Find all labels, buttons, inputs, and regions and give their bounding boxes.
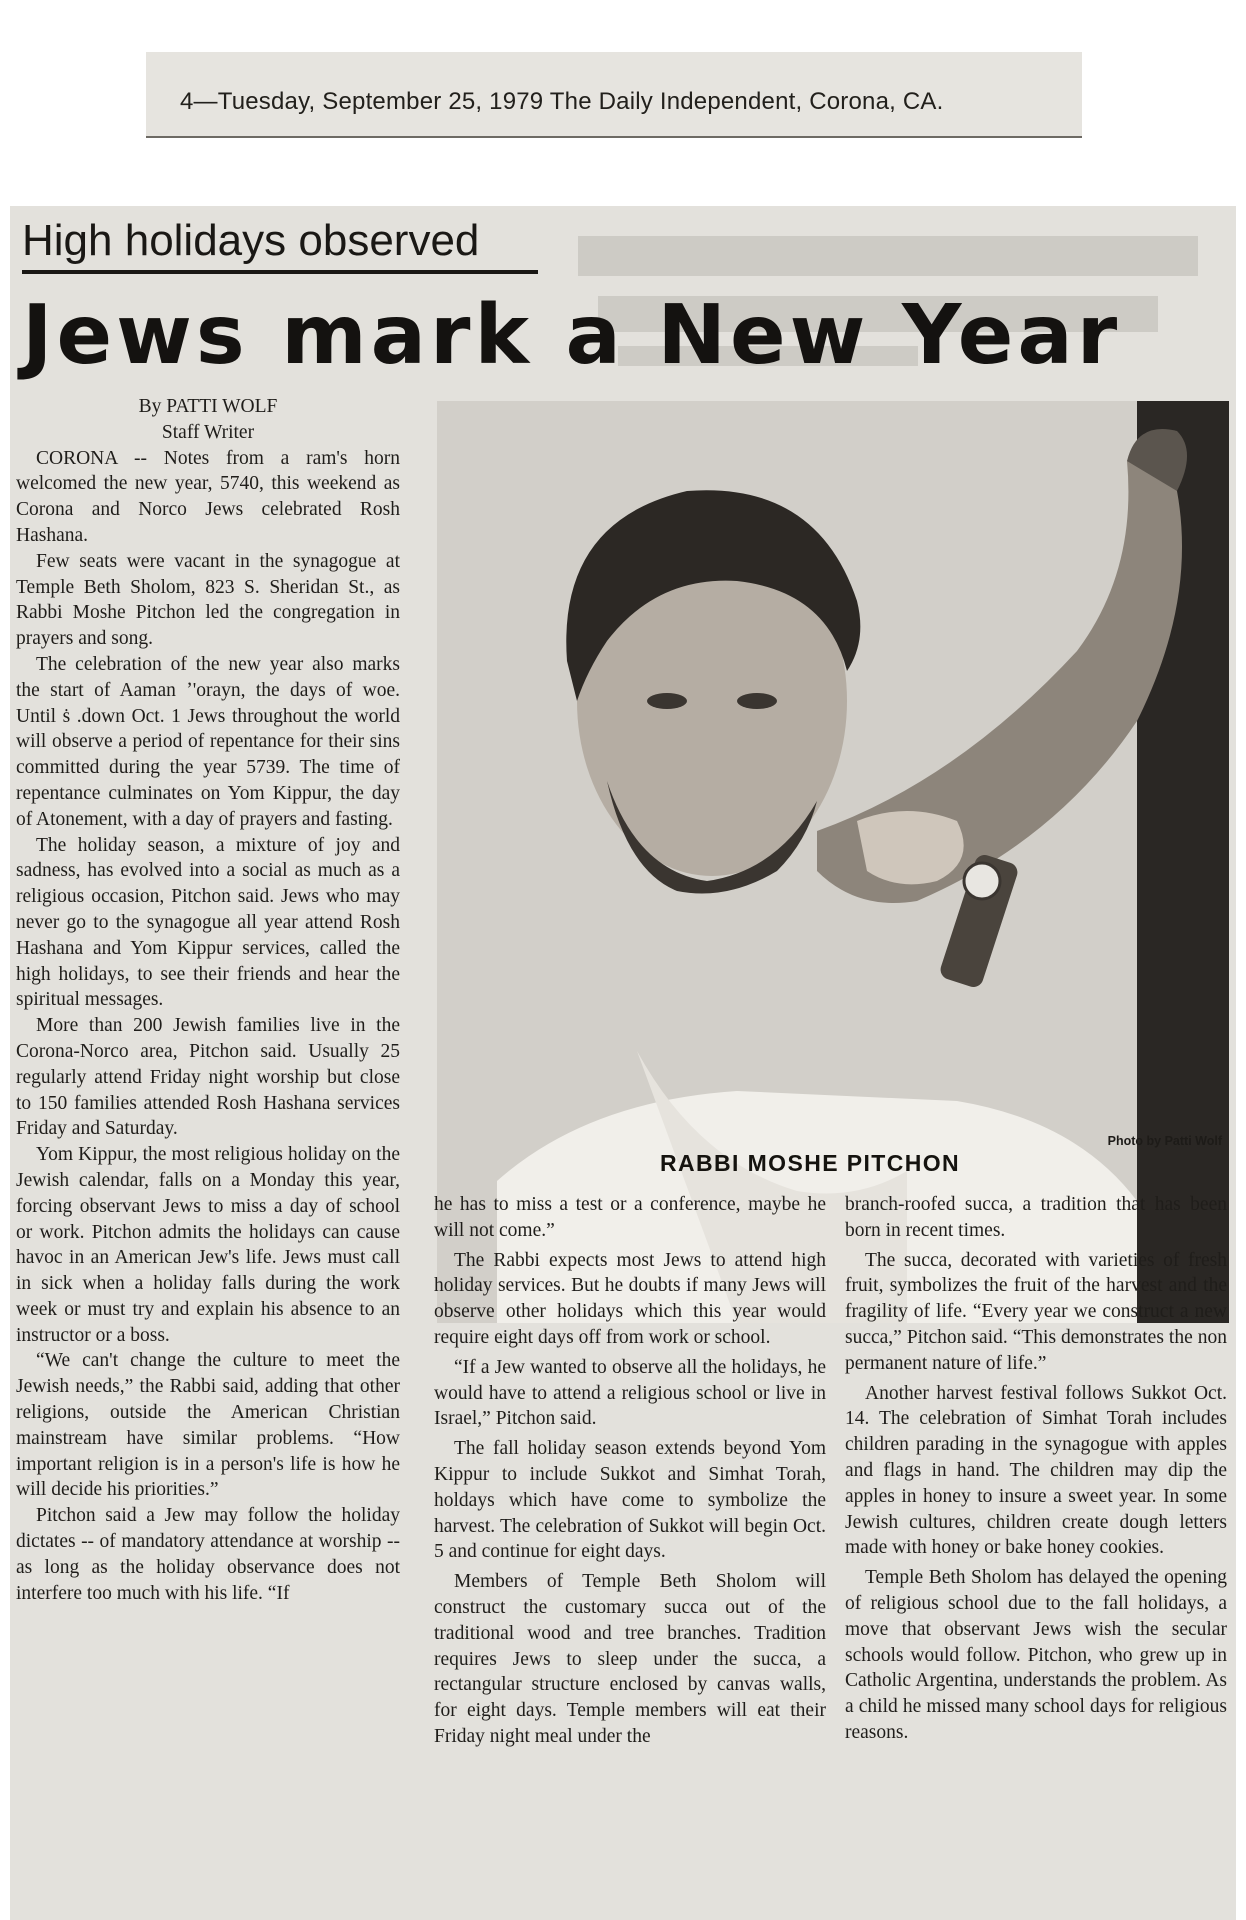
- paragraph: CORONA -- Notes from a ram's horn welcomed the new year, 5740, this weekend as Corona and Norco Jews celebrated Rosh Hashana.: [16, 447, 400, 546]
- article-column-1: [16, 394, 400, 1606]
- newspaper-clipping: [10, 206, 1236, 1920]
- byline: By PATTI WOLF: [138, 396, 278, 417]
- kicker-headline: High holidays observed: [22, 216, 480, 265]
- paragraph: The celebration of the new year also marks the start of Aaman ʼ'orayn, the days of woe. Until ṡ .down Oct. 1 Jews throughout the world will observe a period of repentance for their sins committed during the year 5739. The time of repentance culminates on Yom Kippur, the day of Atonement, with a day of prayers and fasting.: [16, 653, 400, 830]
- paragraph: “If a Jew wanted to observe all the holidays, he would have to attend a religious school or live in Israel,” Pitchon said.: [434, 1356, 826, 1430]
- paragraph: Few seats were vacant in the synagogue at Temple Beth Sholom, 823 S. Sheridan St., as Rabbi Moshe Pitchon led the congregation in prayers and song.: [16, 550, 400, 650]
- byline-role: Staff Writer: [161, 421, 255, 443]
- paragraph: The Rabbi expects most Jews to attend high holiday services. But he doubts if many Jews will observe other holidays which this year would require eight days off from work or school.: [434, 1249, 826, 1348]
- paragraph: The succa, decorated with varieties of fresh fruit, symbolizes the fruit of the harvest and the fragility of life. “Every year we construct a new succa,” Pitchon said. “This demonstrates the non permanent nature of life.”: [845, 1249, 1227, 1374]
- photo-caption: RABBI MOSHE PITCHON: [660, 1150, 961, 1176]
- dateline: 4—Tuesday, September 25, 1979 The Daily Independent, Corona, CA.: [180, 88, 944, 115]
- paragraph: More than 200 Jewish families live in the Corona-Norco area, Pitchon said. Usually 25 regularly attend Friday night worship but close to 150 families attended Rosh Hashana services Friday and Saturday.: [16, 1015, 400, 1140]
- article-column-2: [434, 1192, 826, 1750]
- main-headline: Jews mark a New Year: [22, 288, 1122, 383]
- dateline-strip: [146, 52, 1082, 138]
- paragraph: Yom Kippur, the most religious holiday on the Jewish calendar, falls on a Monday this year, forcing observant Jews to miss a day of school or work. Pitchon admits the holidays can cause havoc in an American Jew's life. Jews must call in sick when a holiday falls during the work week or must try and explain his absence to an instructor or a boss.: [16, 1144, 400, 1346]
- paragraph: Members of Temple Beth Sholom will construct the customary succa out of the traditional wood and tree branches. Tradition requires Jews to sleep under the succa, a rectangular structure enclosed by canvas walls, for eight days. Temple members will eat their Friday night meal under the: [434, 1571, 826, 1747]
- paragraph: branch-roofed succa, a tradition that has been born in recent times.: [845, 1194, 1227, 1241]
- paragraph: The fall holiday season extends beyond Yom Kippur to include Sukkot and Simhat Torah, holdays which have come to symbolize the harvest. The celebration of Sukkot will begin Oct. 5 and continue for eight days.: [434, 1438, 826, 1563]
- paragraph: Pitchon said a Jew may follow the holiday dictates -- of mandatory attendance at worship -- as long as the holiday observance does not interfere too much with his life. “If: [16, 1505, 400, 1604]
- paragraph: “We can't change the culture to meet the Jewish needs,” the Rabbi said, adding that other religions, outside the American Christian mainstream have similar problems. “How important religion is in a person's life is how he will decide his priorities.”: [16, 1350, 400, 1501]
- paragraph: he has to miss a test or a conference, maybe he will not come.”: [434, 1194, 826, 1241]
- photo-credit: Photo by Patti Wolf: [1107, 1134, 1222, 1148]
- paragraph: Another harvest festival follows Sukkot Oct. 14. The celebration of Simhat Torah includes children parading in the synagogue with apples and flags in hand. The children may dip the apples in honey to insure a sweet year. In some Jewish cultures, children create dough letters made with honey or bake honey cookies.: [845, 1382, 1227, 1559]
- paragraph: Temple Beth Sholom has delayed the opening of religious school due to the fall holidays, a move that observant Jews wish the secular schools would follow. Pitchon, who grew up in Catholic Argentina, understands the problem. As a child he missed many school days for religious reasons.: [845, 1567, 1227, 1743]
- rabbi-photo: [437, 401, 1229, 1323]
- article-column-3: [845, 1192, 1227, 1746]
- paragraph: The holiday season, a mixture of joy and sadness, has evolved into a social as much as a religious occasion, Pitchon said. Jews who may never go to the synagogue all year attend Rosh Hashana and Yom Kippur services, called the high holidays, to see their friends and hear the spiritual messages.: [16, 834, 400, 1011]
- kicker-rule: [22, 270, 538, 274]
